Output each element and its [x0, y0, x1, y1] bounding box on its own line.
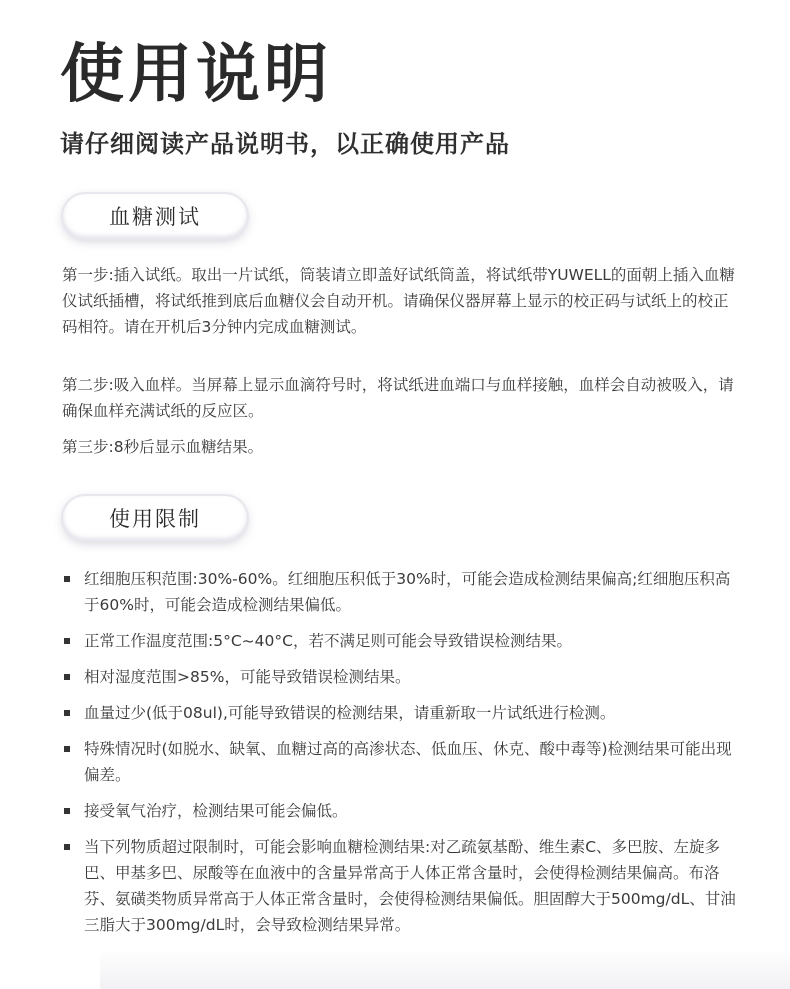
list-item	[62, 736, 742, 788]
limit-text: 特殊情况时(如脱水、缺氧、血糖过高的高渗状态、低血压、休克、酸中毒等)检测结果可能出现偏差。	[84, 740, 732, 784]
limit-text: 相对湿度范围>85%，可能导致错误检测结果。	[84, 668, 411, 686]
square-bullet-icon	[64, 710, 70, 716]
list-item	[62, 664, 742, 690]
square-bullet-icon	[64, 844, 70, 850]
step-2-text: 第二步:吸入血样。当屏幕上显示血滴符号时，将试纸进血端口与血样接触，血样会自动被吸入，请确保血样充满试纸的反应区。	[62, 376, 734, 420]
limit-text: 正常工作温度范围:5°C~40°C，若不满足则可能会导致错误检测结果。	[84, 632, 572, 650]
list-item	[62, 566, 742, 618]
step-1-text: 第一步:插入试纸。取出一片试纸，筒装请立即盖好试纸筒盖，将试纸带YUWELL的面朝上插入血糖仪试纸插槽，将试纸推到底后血糖仪会自动开机。请确保仪器屏幕上显示的校正码与试纸上的校正码相符。请在开机后3分钟内完成血糖测试。	[62, 266, 735, 336]
list-item	[62, 700, 742, 726]
square-bullet-icon	[64, 674, 70, 680]
list-item	[62, 628, 742, 654]
square-bullet-icon	[64, 808, 70, 814]
section-tag-usage-limits: 使用限制	[63, 496, 247, 540]
square-bullet-icon	[64, 746, 70, 752]
step-3-text: 第三步:8秒后显示血糖结果。	[62, 438, 264, 456]
list-item	[62, 798, 742, 824]
limit-text: 血量过少(低于08ul),可能导致错误的检测结果，请重新取一片试纸进行检测。	[84, 704, 616, 722]
list-item	[62, 834, 742, 938]
page-title: 使用说明	[60, 38, 332, 112]
section-tag-glucose-test: 血糖测试	[63, 194, 247, 238]
limit-text: 红细胞压积范围:30%-60%。红细胞压积低于30%时，可能会造成检测结果偏高;红细胞压积高于60%时，可能会造成检测结果偏低。	[84, 570, 731, 614]
limit-text: 当下列物质超过限制时，可能会影响血糖检测结果:对乙疏氨基酚、维生素C、多巴胺、左旋多巴、甲基多巴、尿酸等在血液中的含量异常高于人体正常含量时，会使得检测结果偏高。布洛芬、氨磺类物质异常高于人体正常含量时，会使得检测结果偏低。胆固醇大于500mg/dL、甘油三脂大于300mg/dL时，会导致检测结果异常。	[84, 838, 736, 934]
square-bullet-icon	[64, 576, 70, 582]
limit-text: 接受氧气治疗，检测结果可能会偏低。	[84, 802, 348, 820]
page-subtitle: 请仔细阅读产品说明书，以正确使用产品	[60, 130, 510, 158]
square-bullet-icon	[64, 638, 70, 644]
bottom-shade	[100, 949, 790, 989]
usage-limits-list	[62, 566, 742, 948]
